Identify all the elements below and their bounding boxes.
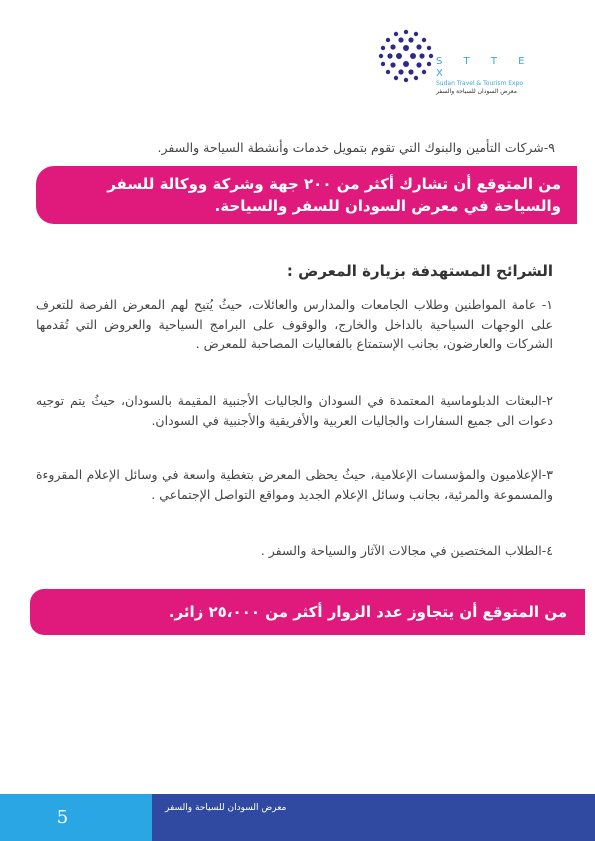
participants-banner: من المتوقع أن تشارك أكثر من ٢٠٠ جهة وشركة ووكالة للسفر والسياحة في معرض السودان للسفر والسياحة. [36, 166, 577, 224]
section-heading: الشرائح المستهدفة بزيارة المعرض : [286, 262, 553, 280]
target-item-1: ١- عامة المواطنين وطلاب الجامعات والمدارس والعائلات، حيثُ يُتيح لهم المعرض الفرصة للتعرف على الوجهات السياحية بالداخل والخارج، والوقوف على البرامج السياحية والعروض التي تُقدمها الشركات والعارضون، بجانب الإستمتاع بالفعاليات المصاحبة للمعرض . [36, 297, 553, 351]
visitors-banner: من المتوقع أن يتجاوز عدد الزوار أكثر من ٢٥،٠٠٠ زائر. [30, 589, 585, 635]
footer-title: معرض السودان للسياحة والسفر [165, 803, 287, 813]
logo-english-name: Sudan Travel & Tourism Expo [436, 80, 524, 87]
logo-name: S T T E X [436, 56, 534, 79]
list-item-9: ٩-شركات التأمين والبنوك التي تقوم بتمويل خدمات وأنشطة السياحة والسفر. [157, 140, 555, 155]
target-item-2: ٢-البعثات الدبلوماسية المعتمدة في السودان والجاليات الأجنبية المقيمة بالسودان، حيثُ يتم توجيه دعوات الى جميع السفارات والجاليات العربية والأفريقية والأجنبية في السودان. [36, 393, 553, 428]
expo-logo [376, 26, 546, 104]
page-footer [0, 794, 595, 841]
target-item-3: ٣-الإعلاميون والمؤسسات الإعلامية، حيثُ يحظى المعرض بتغطية واسعة في وسائل الإعلام المقروءة والمسموعة والمرئية، بجانب وسائل الإعلام الجديد ومواقع التواصل الإجتماعي . [36, 467, 553, 502]
logo-text [436, 56, 546, 96]
logo-arabic-name: معرض السودان للسياحة والسفر [436, 88, 517, 95]
page-number: 5 [56, 807, 69, 828]
dotted-globe-icon [376, 26, 436, 86]
target-item-4: ٤-الطلاب المختصين في مجالات الآثار والسياحة والسفر . [260, 543, 553, 558]
